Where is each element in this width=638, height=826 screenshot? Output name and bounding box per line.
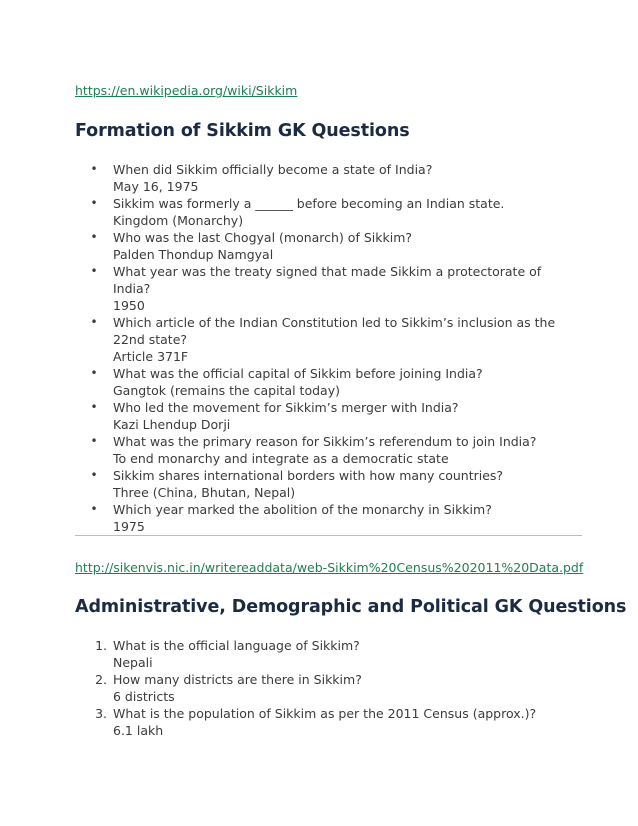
answer-text: May 16, 1975 bbox=[113, 179, 199, 194]
bullet-icon: • bbox=[90, 162, 98, 176]
answer-text: 1950 bbox=[113, 298, 145, 313]
answer-text: To end monarchy and integrate as a democratic state bbox=[113, 451, 449, 466]
list-item bbox=[75, 365, 575, 399]
question-text: Sikkim was formerly a ______ before becoming an Indian state. bbox=[113, 196, 505, 211]
bullet-icon: • bbox=[90, 264, 98, 278]
list-item bbox=[75, 161, 575, 195]
answer-text: Kazi Lhendup Dorji bbox=[113, 417, 231, 432]
list-item bbox=[75, 501, 575, 535]
wikipedia-link[interactable]: https://en.wikipedia.org/wiki/Sikkim bbox=[75, 83, 298, 98]
administrative-question-list bbox=[75, 637, 575, 739]
formation-question-list bbox=[75, 161, 575, 535]
census-pdf-link[interactable]: http://sikenvis.nic.in/writereaddata/web-Sikkim%20Census%202011%20Data.pdf bbox=[75, 560, 584, 575]
list-item bbox=[75, 314, 575, 365]
answer-text: 1975 bbox=[113, 519, 145, 534]
answer-text: Gangtok (remains the capital today) bbox=[113, 383, 340, 398]
bullet-icon: • bbox=[90, 400, 98, 414]
question-text: Who led the movement for Sikkim’s merger with India? bbox=[113, 400, 459, 415]
section-heading-administrative: Administrative, Demographic and Political GK Questions bbox=[75, 597, 627, 617]
question-text: Which article of the Indian Constitution led to Sikkim’s inclusion as the 22nd state? bbox=[113, 315, 556, 347]
section-heading-formation: Formation of Sikkim GK Questions bbox=[75, 121, 410, 141]
question-text: What is the population of Sikkim as per the 2011 Census (approx.)? bbox=[113, 706, 537, 721]
list-item bbox=[75, 195, 575, 229]
answer-text: Three (China, Bhutan, Nepal) bbox=[113, 485, 296, 500]
question-text: What is the official language of Sikkim? bbox=[113, 638, 360, 653]
bullet-icon: • bbox=[90, 315, 98, 329]
bullet-icon: • bbox=[90, 366, 98, 380]
bullet-icon: • bbox=[90, 230, 98, 244]
answer-text: 6 districts bbox=[113, 689, 175, 704]
list-item bbox=[75, 705, 575, 739]
answer-text: Kingdom (Monarchy) bbox=[113, 213, 244, 228]
list-number: 1. bbox=[95, 638, 107, 653]
question-text: When did Sikkim officially become a state of India? bbox=[113, 162, 433, 177]
section-divider bbox=[75, 535, 582, 536]
question-text: What year was the treaty signed that made Sikkim a protectorate of India? bbox=[113, 264, 542, 296]
answer-text: Palden Thondup Namgyal bbox=[113, 247, 274, 262]
answer-text: Article 371F bbox=[113, 349, 189, 364]
bullet-icon: • bbox=[90, 196, 98, 210]
list-item bbox=[75, 399, 575, 433]
list-item bbox=[75, 467, 575, 501]
answer-text: 6.1 lakh bbox=[113, 723, 164, 738]
question-text: Sikkim shares international borders with how many countries? bbox=[113, 468, 504, 483]
list-item bbox=[75, 229, 575, 263]
list-item bbox=[75, 433, 575, 467]
list-item bbox=[75, 263, 575, 314]
list-item bbox=[75, 671, 575, 705]
bullet-icon: • bbox=[90, 434, 98, 448]
bullet-icon: • bbox=[90, 468, 98, 482]
list-number: 2. bbox=[95, 672, 107, 687]
question-text: Who was the last Chogyal (monarch) of Sikkim? bbox=[113, 230, 412, 245]
question-text: What was the official capital of Sikkim before joining India? bbox=[113, 366, 483, 381]
list-number: 3. bbox=[95, 706, 107, 721]
question-text: Which year marked the abolition of the monarchy in Sikkim? bbox=[113, 502, 492, 517]
answer-text: Nepali bbox=[113, 655, 153, 670]
list-item bbox=[75, 637, 575, 671]
question-text: What was the primary reason for Sikkim’s referendum to join India? bbox=[113, 434, 537, 449]
question-text: How many districts are there in Sikkim? bbox=[113, 672, 362, 687]
bullet-icon: • bbox=[90, 502, 98, 516]
